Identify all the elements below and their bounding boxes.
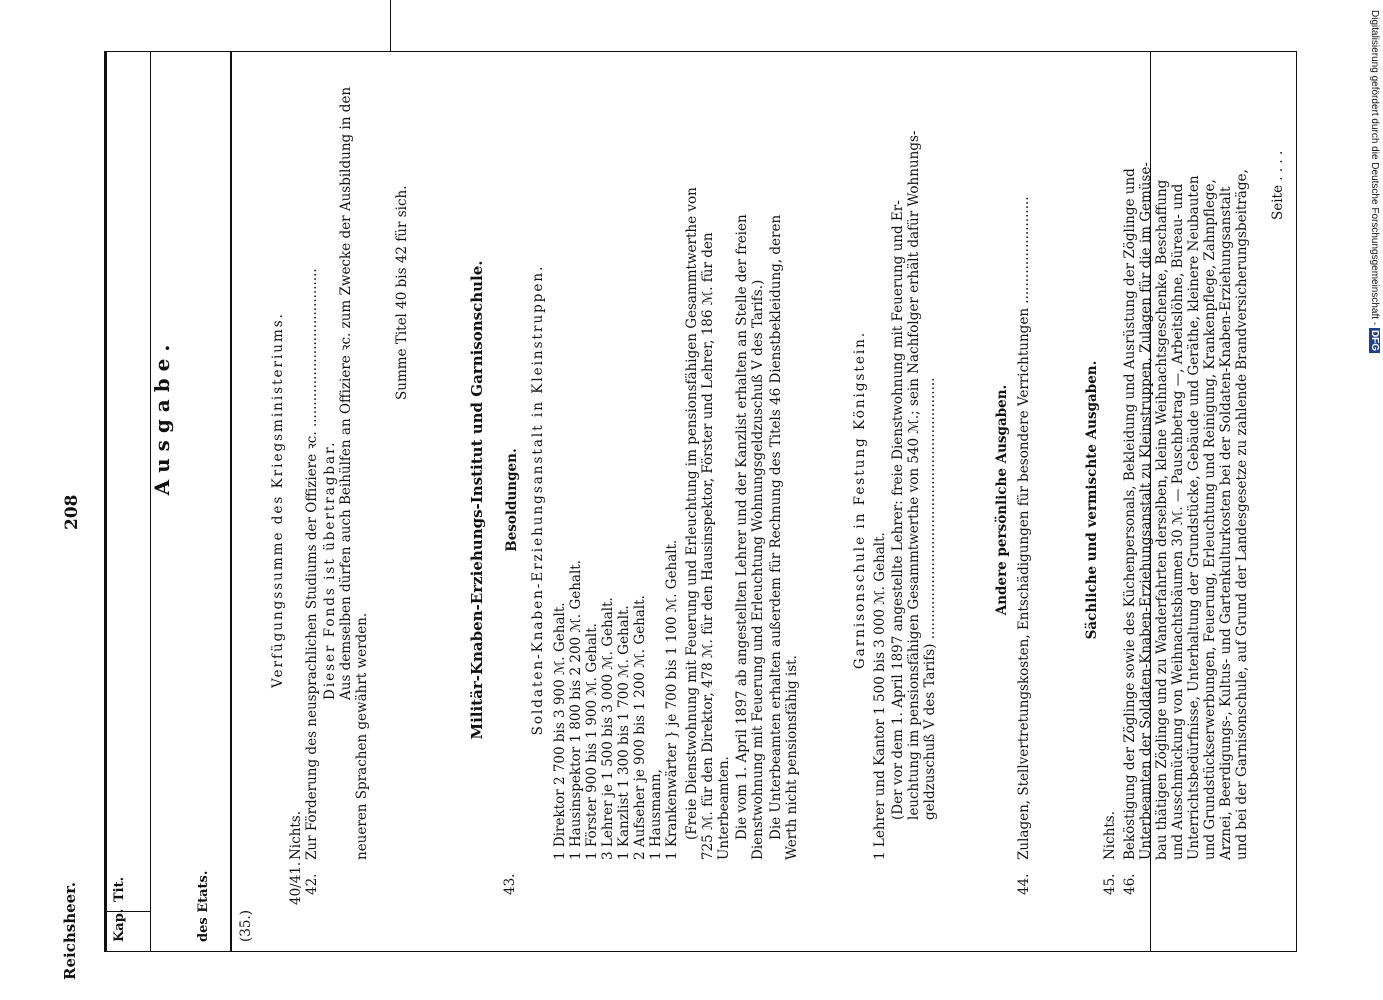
header-sep-rule: [230, 52, 232, 952]
vom-line-1: Die vom 1. April 1897 ab angestellten Lehrer und der Kanzlist erhalten an Stelle der freien: [734, 214, 750, 840]
staff-1: 1 Direktor 2 700 bis 3 900 ℳ. Gehalt.: [552, 602, 568, 860]
dfg-logo: DFG: [1369, 329, 1380, 352]
tit-46-line-6: und Grundstückserwerbungen, Feuerung, Erleuchtung und Reinigung, Krankenpflege, Zahnpflege,: [1202, 179, 1218, 860]
staff-6: 2 Aufseher je 900 bis 1 200 ℳ. Gehalt.: [632, 595, 648, 860]
tit-42-note-2: Aus demselben dürfen auch Beihülfen an Offiziere ꝛc. zum Zwecke der Ausbildung in den: [338, 86, 354, 700]
staff-5: 1 Kanzlist 1 300 bis 1 700 ℳ. Gehalt.: [616, 605, 632, 860]
tit-40-41: 40/41.: [288, 861, 304, 905]
freie-line-2: 725 ℳ. für den Direktor, 478 ℳ. für den Hausinspektor, Förster und Lehrer, 186 ℳ. für den: [700, 232, 716, 860]
lehrer-line-1: 1 Lehrer und Kantor 1 500 bis 3 000 ℳ. Gehalt.: [872, 532, 888, 860]
staff-2: 1 Hausinspektor 1 800 bis 2 200 ℳ. Gehalt.: [568, 560, 584, 860]
lehrer-line-3: leuchtung im pensionsfähigen Gesammtwerthe von 540 ℳ.; sein Nachfolger erhält dafür Wohnungs-: [906, 130, 922, 820]
lehrer-line-2: (Der vor dem 1. April 1897 angestellte Lehrer: freie Dienstwohnung mit Feuerung und Er-: [890, 200, 906, 820]
left-rule: [104, 951, 1297, 952]
tit-46-line-4: und Ausschmückung von Weihnachtsbäumen 30 ℳ. — Pauschbetrag —, Arbeitslöhne, Büreau- und: [1170, 183, 1186, 860]
garnison-heading: Garnisonschule in Festung Königstein.: [852, 330, 868, 670]
tit-46-line-5: Unterrichtsbedürfnisse, Unterhaltung der Grundstücke, Gebäude und Geräthe, kleinere Neubauten: [1186, 175, 1202, 860]
kap-tit-divider: [104, 911, 150, 912]
unter-line-1: Die Unterbeamten erhalten außerdem für Rechnung des Titels 46 Dienstbekleidung, deren: [768, 214, 784, 840]
staff-7: 1 Hausmann,: [648, 769, 664, 860]
tit-42-text: Zur Förderung des neusprachlichen Studiums der Offiziere ꝛc. .....................................: [304, 268, 320, 860]
section-title-ausgabe: A u s g a b e .: [150, 344, 174, 496]
tit-42-note-1: Dieser Fonds ist übertragbar.: [322, 440, 338, 700]
saechliche-heading: Sächliche und vermischte Ausgaben.: [1084, 360, 1100, 640]
bottom-rule: [1296, 52, 1297, 952]
col-kap-header: Kap.: [112, 908, 127, 942]
summe-line: Summe Titel 40 bis 42 für sich.: [394, 185, 410, 400]
tit-42-note-3: neueren Sprachen gewährt werden.: [354, 612, 370, 860]
tit-40-41-text: Nichts.: [288, 810, 304, 860]
andere-heading: Andere persönliche Ausgaben.: [994, 384, 1010, 616]
tit-46-line-3: bau thätigen Zöglinge und zu Wanderfahrten derselben, kleine Weihnachtsgeschenke, Beschaffung: [1154, 179, 1170, 860]
tit-46-line-7: Arznei, Beerdigungs-, Kultus- und Gartenkulturkosten bei der Soldaten-Knaben-Erziehungsanstalt: [1218, 186, 1234, 860]
kap-number: (35.): [238, 909, 254, 942]
lehrer-line-4: geldzuschuß V des Tarifs) .............................................................: [922, 377, 938, 820]
verfuegung-heading: Verfügungssumme des Kriegsministeriums.: [270, 312, 286, 688]
freie-line-3: Unterbeamten.: [716, 756, 732, 860]
summe-amount-rule: [390, 0, 391, 52]
tit-45: 45.: [1102, 873, 1118, 895]
freie-line-1: (Freie Dienstwohnung mit Feuerung und Erleuchtung im pensionsfähigen Gesammtwerthe von: [684, 187, 700, 840]
tit-46-line-2: Unterbeamten der Soldaten-Knaben-Erziehungsanstalt zu Kleinstruppen, Zulagen für die im Gemüse-: [1138, 162, 1154, 860]
soldaten-heading: Soldaten-Knaben-Erziehungsanstalt in Kleinstruppen.: [530, 264, 546, 736]
tit-46-line-1: Beköstigung der Zöglinge sowie des Küchenpersonals, Bekleidung und Ausrüstung der Zöglinge und: [1122, 168, 1138, 860]
page-number: 208: [62, 494, 82, 530]
staff-8: 1 Krankenwärter } je 700 bis 1 100 ℳ. Gehalt.: [664, 539, 680, 860]
tit-46-line-8: und bei der Garnisonschule, auf Grund der Landesgesetze zu zahlende Brandversicherungsbeiträge,: [1234, 169, 1250, 860]
col-des-etats-header: des Etats.: [196, 870, 211, 942]
col-tit-header: Tit.: [112, 876, 127, 902]
digitization-note: [1366, 10, 1382, 670]
tit-44: 44.: [1016, 873, 1032, 895]
vom-line-2: Dienstwohnung mit Feuerung und Erleuchtung Wohnungsgeldzuschuß V des Tarifs.): [750, 279, 766, 860]
tit-43: 43.: [502, 873, 518, 895]
unter-line-2: Werth nicht pensionsfähig ist.: [784, 655, 800, 860]
tit-45-text: Nichts.: [1102, 810, 1118, 860]
militaer-heading: Militär-Knaben-Erziehungs-Institut und Garnisonschule.: [468, 260, 486, 740]
digitization-text: Digitalisierung gefördert durch die Deutsche Forschungsgemeinschaft -: [1369, 10, 1380, 326]
seite-label: Seite . . . .: [1270, 150, 1286, 220]
staff-3: 1 Förster 900 bis 1 900 ℳ. Gehalt.: [584, 623, 600, 860]
besoldungen-heading: Besoldungen.: [504, 448, 520, 552]
tit-46: 46.: [1122, 873, 1138, 895]
staff-4: 3 Lehrer je 1 500 bis 3 000 ℳ. Gehalt.: [600, 597, 616, 860]
tit-42: 42.: [304, 873, 320, 895]
department-label: Reichsheer.: [61, 882, 79, 980]
tit-44-text: Zulagen, Stellvertretungskosten, Entschädigungen für besondere Verrichtungen .........................: [1016, 196, 1032, 860]
right-rule: [104, 51, 1297, 52]
top-rule: [104, 52, 107, 952]
